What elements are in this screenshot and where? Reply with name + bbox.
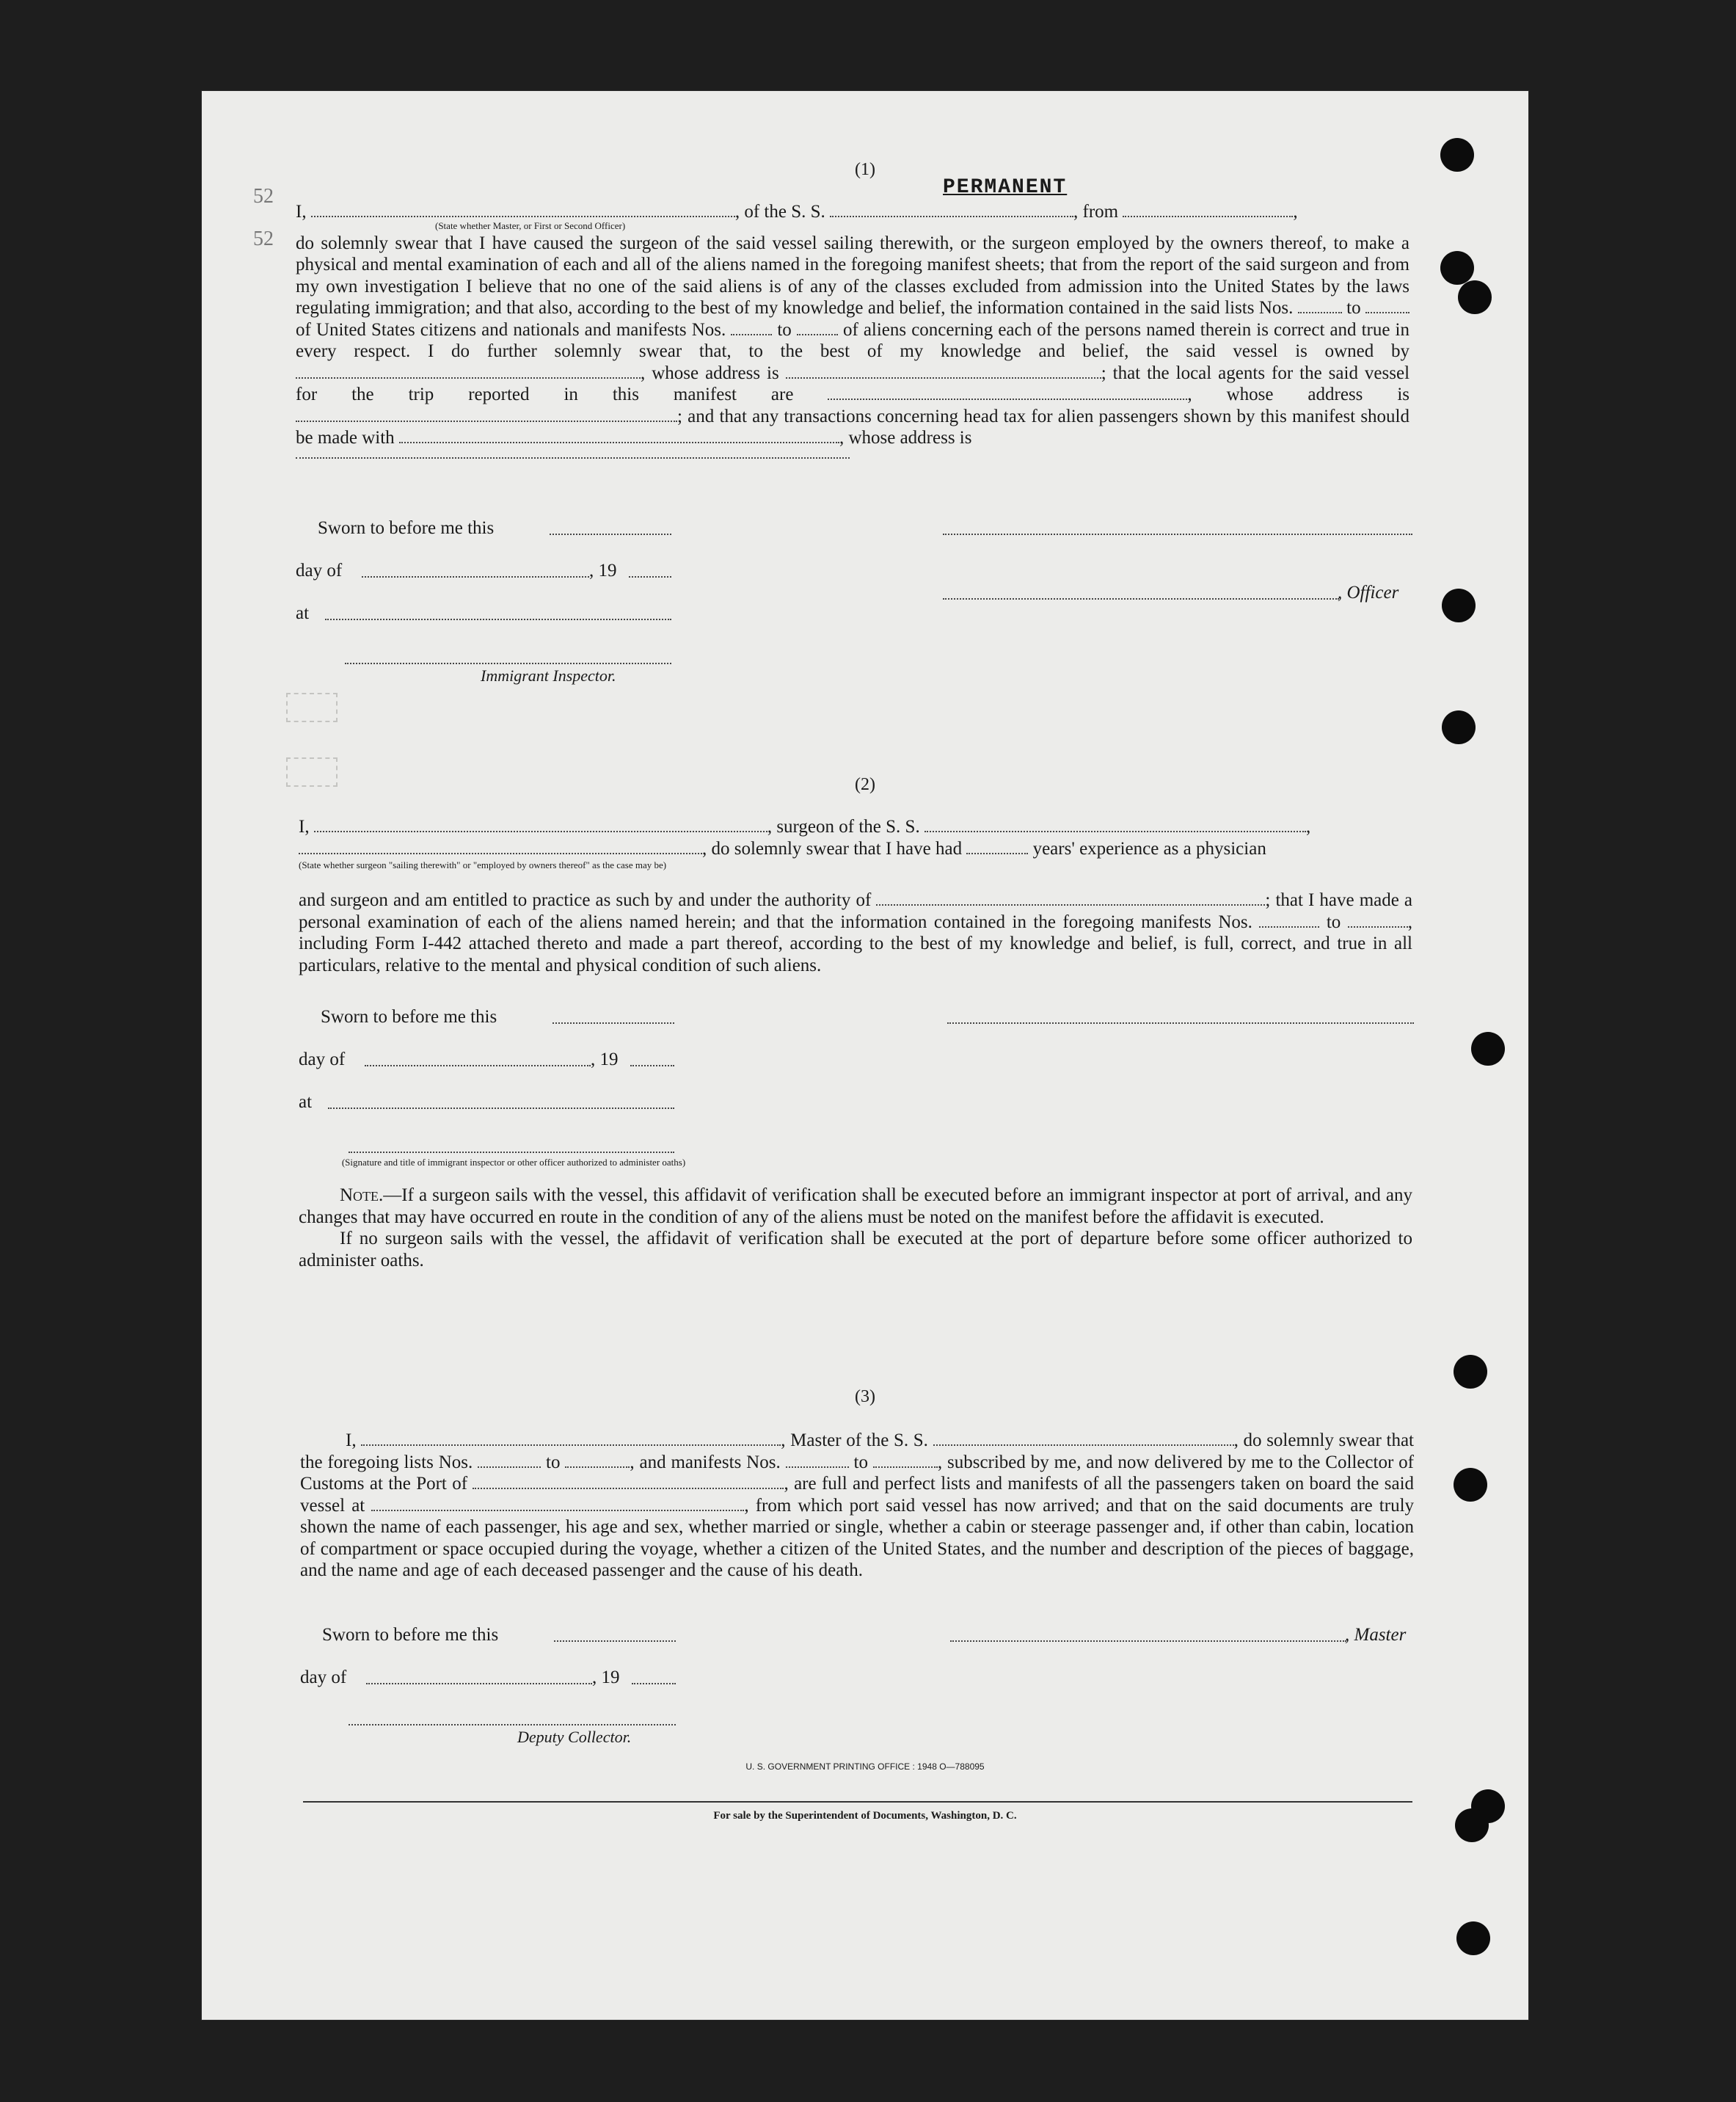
section-3-number: (3)	[855, 1387, 875, 1406]
day-of-label: day of	[300, 1668, 347, 1687]
officer-label: , Officer	[1338, 583, 1399, 603]
caption-master: (State whether Master, or First or Second Officer)	[435, 219, 626, 231]
permanent-stamp: PERMANENT	[943, 176, 1068, 199]
section-2: I, , surgeon of the S. S. , , do solemnly swear that I have had years' experience as a physician (State whether surgeon "sailing therewith" or "employed by owners thereof" as the case may be) and surgeon and am entitled to practice as such by and under the authority of ; that I have made a personal examination of each of the aliens named herein; and that the information contained in the foregoing manifests Nos. to , including Form I-442 attached thereto and made a part thereof, according to the best of my knowledge and belief, is full, correct, and true in all particulars, relative to the mental and physical condition of such aliens.	[299, 817, 1413, 975]
punch-hole	[1456, 1921, 1490, 1955]
for-sale-line: For sale by the Superintendent of Documents, Washington, D. C.	[713, 1810, 1017, 1822]
section-1-number: (1)	[855, 160, 875, 179]
sworn-label: Sworn to before me this	[318, 518, 495, 538]
master-label: , Master	[1345, 1625, 1407, 1645]
deputy-collector-label: Deputy Collector.	[517, 1728, 632, 1746]
day-of-label: day of	[299, 1050, 346, 1069]
punch-hole	[1471, 1032, 1505, 1066]
side-number: 52	[253, 228, 274, 250]
signature-caption: (Signature and title of immigrant inspector or other officer authorized to administer oaths)	[341, 1157, 686, 1168]
faint-stamp-box	[286, 693, 338, 722]
section-3: I, , Master of the S. S. , do solemnly swear that the foregoing lists Nos. to , and manifests Nos. to , subscribed by me, and now delivered by me to the Collector of Customs at the Port of , are full and perfect lists and manifests of all the passengers taken on board the said vessel at , from which port said vessel has now arrived; and that on the said documents are truly shown the name of each passenger, his age and sex, whether married or single, whether a cabin or steerage passenger and, if other than cabin, location of compartment or space occupied during the voyage, whether a citizen of the United States, and the number and description of the pieces of baggage, and the name and age of each deceased passenger and the cause of his death.	[300, 1430, 1415, 1580]
punch-hole	[1458, 280, 1492, 314]
note-block: Note.—If a surgeon sails with the vessel, this affidavit of verification shall be executed before an immigrant inspector at port of arrival, and any changes that may have occurred en route in the condition of any of the aliens must be noted on the manifest before the affidavit is executed. If no surgeon sails with the vessel, the affidavit of verification shall be executed at the port of departure before some officer authorized to administer oaths.	[299, 1185, 1412, 1270]
day-of-label: day of	[296, 561, 343, 581]
punch-hole	[1440, 251, 1474, 285]
punch-hole	[1442, 589, 1476, 622]
section-2-number: (2)	[855, 775, 875, 794]
punch-hole	[1454, 1468, 1487, 1502]
punch-hole	[1442, 710, 1476, 744]
manifest-page: 52 52 PERMANENT (1) I, , of the S. S. , from , (State whether Master, or First or Second Officer) do solemnly swear that I have caused the surgeon of the said vessel sailing therewith, or the surgeon employed by the owners thereof, to make a physical and mental examination of each and all of the aliens named in the foregoing manifest sheets; that from the report of the said surgeon and from my own investigation I believe that no one of the said aliens is of any of the classes excluded from admission into the United States by the laws regulating immigration; and that also, according to the best of my knowledge and belief, the information contained in the said lists Nos. to of United States citizens and nationals and manifests Nos. to of aliens concerning each of the persons named therein is correct and true in every respect. I do further solemnly swear that, to the best of my knowledge and belief, the said vessel is owned by , whose address is ; that the local agents for the said vessel for the trip reported in this manifest are , whose address is ; and that any transactions concerning head tax for alien passengers shown by this manifest should be made with , whose address is Sworn to before me this day of , 19 , Officer at Immigrant Inspector. (2) I, , surgeon of the S. S. , , do solemnly swear that I have had years' experience as a physician (State whether surgeon "sailing therewith" or "employed by owners thereof" as the case may be) and surgeon and am entitled to practice as such by and under the authority of ; that I have made a personal examination of each of the aliens named herein; and that the information contained in the foregoing manifests Nos. to , including Form I-442 attached thereto and made a part thereof, according to the best of my knowledge and belief, is full, correct, and true in all particulars, relative to the mental and physical condition of such aliens. Sworn to before me this day of , 19 at (Signature and title of immigrant inspector or other officer authorized to administer oaths) Note.—If a surgeon sails with the vessel, this affidavit of verification shall be executed before an immigrant inspector at port of arrival, and any changes that may have occurred en route in the condition of any of the aliens must be noted on the manifest before the affidavit is executed. If no surgeon sails with the vessel, the affidavit of verification shall be executed at the port of departure before some officer authorized to administer oaths. (3) I, , Master of the S. S. , do solemnly swear that the foregoing lists Nos. to , and manifests Nos. to , subscribed by me, and now delivered by me to the Collector of Customs at the Port of , are full and perfect lists and manifests of all the passengers taken on board the said vessel at , from which port said vessel has now arrived; and that on the said documents are truly shown the name of each passenger, his age and sex, whether married or single, whether a cabin or steerage passenger and, if other than cabin, location of compartment or space occupied during the voyage, whether a citizen of the United States, and the number and description of the pieces of baggage, and the name and age of each deceased passenger and the cause of his death. Sworn to before me this , Master day of , 19 Deputy Collector. U. S. GOVERNMENT PRINTING OFFICE : 1948 O—788095 For sale by the Superintendent of Documents, Washington, D. C.	[202, 91, 1528, 2020]
at-label: at	[299, 1092, 313, 1112]
immigrant-inspector-label: Immigrant Inspector.	[481, 666, 616, 685]
caption-surgeon: (State whether surgeon "sailing therewith" or "employed by owners thereof" as the case may be)	[299, 859, 667, 870]
side-number: 52	[253, 185, 274, 208]
footer-rule	[303, 1801, 1412, 1803]
sworn-label: Sworn to before me this	[321, 1007, 497, 1027]
sworn-label: Sworn to before me this	[322, 1625, 499, 1645]
punch-hole	[1454, 1355, 1487, 1389]
section-1: I, , of the S. S. , from , (State whether Master, or First or Second Officer) do solemnly swear that I have caused the surgeon of the said vessel sailing therewith, or the surgeon employed by the owners thereof, to make a physical and mental examination of each and all of the aliens named in the foregoing manifest sheets; that from the report of the said surgeon and from my own investigation I believe that no one of the said aliens is of any of the classes excluded from admission into the United States by the laws regulating immigration; and that also, according to the best of my knowledge and belief, the information contained in the said lists Nos. to of United States citizens and nationals and manifests Nos. to of aliens concerning each of the persons named therein is correct and true in every respect. I do further solemnly swear that, to the best of my knowledge and belief, the said vessel is owned by , whose address is ; that the local agents for the said vessel for the trip reported in this manifest are , whose address is ; and that any transactions concerning head tax for alien passengers shown by this manifest should be made with , whose address is	[296, 201, 1409, 459]
at-label: at	[296, 603, 310, 623]
gpo-imprint: U. S. GOVERNMENT PRINTING OFFICE : 1948 O—788095	[745, 1761, 985, 1772]
